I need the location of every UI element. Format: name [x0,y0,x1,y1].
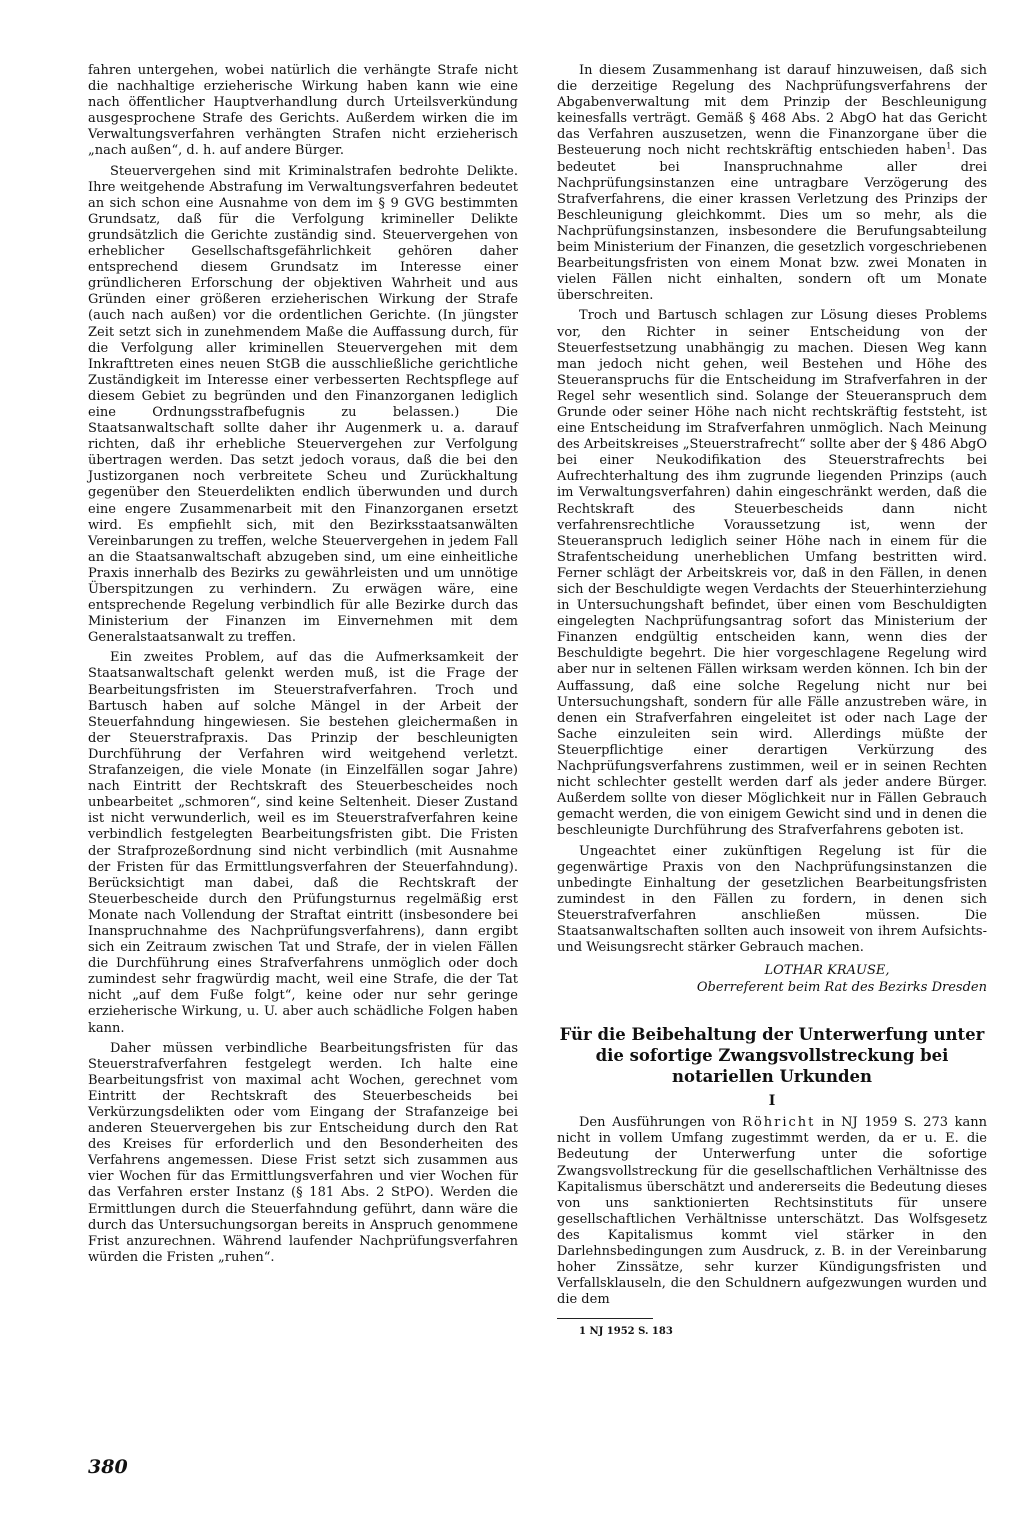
paragraph [557,63,987,304]
page-number: 380 [88,1456,128,1478]
author-name: LOTHAR KRAUSE, [764,963,890,979]
paragraph [557,1115,987,1308]
paragraph: Steuervergehen sind mit Kriminalstrafen bedrohte Delikte. Ihre weitgehende Abstrafung im Verwaltungsverfahren bedeutet an sich schon eine Ausnahme von dem im § 9 GVG bestimmten Grundsatz, daß für die Verfolgung krimineller Delikte grundsätzlich die Gerichte zuständig sind. Steuervergehen von erheblicher Gesellschaftsgefährlichkeit gehören daher entsprechend diesem Grundsatz im Interesse einer gründlicheren Erforschung der objektiven Wahrheit und aus Gründen einer größeren erzieherischen Wirkung der Strafe (auch nach außen) vor die ordentlichen Gerichte. (In jüngster Zeit setzt sich in zunehmendem Maße die Auffassung durch, für die Verfolgung aller kriminellen Steuervergehen mit dem Inkrafttreten eines neuen StGB die ausschließliche gerichtliche Zuständigkeit im Interesse einer verbesserten Rechtspflege auf diesem Gebiet zu begründen und den Finanzorganen lediglich eine Ordnungsstrafbefugnis zu belassen.) Die Staatsanwaltschaft sollte daher ihr Augenmerk u. a. darauf richten, daß ihr erhebliche Steuervergehen zur Verfolgung übertragen werden. Das setzt jedoch voraus, daß die bei den Justizorganen noch verbreitete Scheu und Zurückhaltung gegenüber den Steuerdelikten endlich überwunden und durch eine engere Zusammenarbeit mit den Finanzorganen ersetzt wird. Es empfiehlt sich, mit den Bezirksstaatsanwälten Vereinbarungen zu treffen, welche Steuervergehen in jedem Fall an die Staatsanwaltschaft abzugeben sind, um eine einheitliche Praxis innerhalb des Bezirks zu gewährleisten und um unnötige Überspitzungen zu verhindern. Zu erwägen wäre, eine entsprechende Regelung verbindlich für alle Bezirke durch das Ministerium der Finanzen im Einvernehmen mit dem Generalstaatsanwalt zu treffen. [88,163,518,646]
right-column [557,63,987,1342]
footnote: 1 NJ 1952 S. 183 [579,1326,673,1338]
paragraph: fahren untergehen, wobei natürlich die verhängte Strafe nicht die nachhaltige erzieherische Wirkung haben kann wie eine nach öffentlicher Hauptverhandlung durch Urteilsverkündung ausgesprochene Strafe des Gerichts. Außerdem wirken die im Verwaltungsverfahren verhängten Strafen nicht erzieherisch „nach außen“, d. h. auf andere Bürger. [88,63,518,159]
author-signature [557,962,987,996]
footnote-divider [557,1318,653,1319]
paragraph: Ungeachtet einer zukünftigen Regelung ist für die gegenwärtige Praxis von den Nachprüfungsinstanzen die unbedingte Einhaltung der gesetzlichen Bearbeitungsfristen zumindest in den Fällen zu fordern, in denen sich Steuerstrafverfahren anschließen müssen. Die Staatsanwaltschaften sollten auch insoweit von ihrem Aufsichts- und Weisungsrecht stärker Gebrauch machen. [557,843,987,956]
paragraph: Ein zweites Problem, auf das die Aufmerksamkeit der Staatsanwaltschaft gelenkt werden muß, ist die Frage der Bearbeitungsfristen im Steuerstrafverfahren. Troch und Bartusch haben auf solche Mängel in der Arbeit der Steuerfahndung hingewiesen. Sie bestehen gleichermaßen in der Steuerstrafpraxis. Das Prinzip der beschleunigten Durchführung der Verfahren wird weitgehend verletzt. Strafanzeigen, die viele Monate (in Einzelfällen sogar Jahre) nach Eintritt der Rechtskraft des Steuerbescheides noch unbearbeitet „schmoren“, sind keine Seltenheit. Dieser Zustand ist nicht verwunderlich, weil es im Steuerstrafverfahren keine verbindlich festgelegten Bearbeitungsfristen gibt. Die Fristen der Strafprozeßordnung sind nicht verbindlich (mit Ausnahme der Fristen für das Ermittlungsverfahren der Steuerfahndung). Berücksichtigt man dabei, daß die Rechtskraft der Steuerbescheide durch den Prüfungsturnus regelmäßig erst Monate nach Vollendung der Straftat eintritt (insbesondere bei Inanspruchnahme des Nachprüfungsverfahrens), dann ergibt sich ein Zeitraum zwischen Tat und Strafe, der in vielen Fällen die Durchführung eines Strafverfahrens unmöglich oder doch zumindest sehr fragwürdig macht, weil eine Strafe, die der Tat nicht „auf dem Fuße folgt“, keine oder nur sehr geringe erzieherische Wirkung, u. U. aber auch schädliche Folgen haben kann. [88,650,518,1036]
paragraph-text: Den Ausführungen von [579,1115,743,1131]
paragraph-text: in NJ 1959 S. 273 kann nicht in vollem Umfang zugestimmt werden, da er u. E. die Bedeutung der Unterwerfung unter die sofortige Zwangsvollstreckung für die gesellschaftlichen Verhältnisse des Kapitalismus überschätzt und andererseits die Bedeutung dieses von uns sanktionierten Rechtsinstituts für unsere gesellschaftlichen Verhältnisse unterschätzt. Das Wolfsgesetz des Kapitalismus kommt viel stärker in den Darlehnsbedingungen zum Ausdruck, z. B. in der Vereinbarung hoher Zinssätze, sehr kurzer Kündigungsfristen und Verfallsklauseln, die den Schuldnern aufgezwungen wurden und die dem [557,1115,987,1308]
footnote-marker: 1 [946,142,952,152]
paragraph-text: . Das bedeutet bei Inanspruchnahme aller drei Nachprüfungsinstanzen eine untragbare Verzögerung des Strafverfahrens, die einer krassen Verletzung des Prinzips der Beschleunigung gleichkommt. Dies um so mehr, als die Nachprüfungsinstanzen, insbesondere die Berufungsabteilung beim Ministerium der Finanzen, die gesetzlich vorgeschriebenen Bearbeitungsfristen von einem Monat bzw. zwei Monaten in vielen Fällen nicht einhalten, sondern oft um Monate überschreiten. [557,143,987,304]
paragraph: Daher müssen verbindliche Bearbeitungsfristen für das Steuerstrafverfahren festgelegt werden. Ich halte eine Bearbeitungsfrist von maximal acht Wochen, gerechnet vom Eintritt der Rechtskraft des Steuerbescheids bei Verkürzungsdelikten oder vom Eingang der Strafanzeige bei anderen Steuervergehen bis zur Entscheidung durch den Rat des Kreises für erforderlich und den Besonderheiten des Verfahrens angemessen. Diese Frist setzt sich zusammen aus vier Wochen für das Ermittlungsverfahren und vier Wochen für das Verfahren erster Instanz (§ 181 Abs. 2 StPO). Werden die Ermittlungen durch die Steuerfahndung geführt, dann wäre die durch das Untersuchungsorgan bereits in Anspruch genommene Frist anzurechnen. Während laufender Nachprüfungsverfahren würden die Fristen „ruhen“. [88,1040,518,1265]
paragraph: Troch und Bartusch schlagen zur Lösung dieses Problems vor, den Richter in seiner Entscheidung von der Steuerfestsetzung unabhängig zu machen. Diesen Weg kann man jedoch nicht gehen, weil Bestehen und Höhe des Steueranspruchs für die Entscheidung im Strafverfahren in der Regel sehr wesentlich sind. Solange der Steueranspruch dem Grunde oder seiner Höhe nach nicht rechtskräftig feststeht, ist eine Entscheidung im Strafverfahren unmöglich. Nach Meinung des Arbeitskreises „Steuerstrafrecht“ sollte aber der § 486 AbgO bei einer Neukodifikation des Steuerstrafrechts bei Aufrechterhaltung des ihm zugrunde liegenden Prinzips (auch im Verwaltungsverfahren) dahin eingeschränkt werden, daß die Rechtskraft des Steuerbescheids dann nicht verfahrensrechtliche Voraussetzung ist, wenn der Steueranspruch lediglich seiner Höhe nach in einem für die Strafentscheidung unerheblichen Umfang bestritten wird. Ferner schlägt der Arbeitskreis vor, daß in den Fällen, in denen sich der Beschuldigte wegen Verdachts der Steuerhinterziehung in Untersuchungshaft befindet, über einen vom Beschuldigten eingelegten Nachprüfungsantrag sofort das Ministerium der Finanzen endgültig entscheiden kann, wenn dies der Beschuldigte begehrt. Die hier vorgeschlagene Regelung wird aber nur in seltenen Fällen wirksam werden können. Ich bin der Auffassung, daß eine solche Regelung nicht nur bei Untersuchungshaft, sondern für alle Fälle anzustreben wäre, in denen ein Strafverfahren eingeleitet ist oder nach Lage der Sache einzuleiten sein wird. Allerdings müßte der Steuerpflichtige einer derartigen Verkürzung des Nachprüfungsverfahrens zustimmen, weil er in seinen Rechten nicht schlechter gestellt werden darf als jeder andere Bürger. Außerdem sollte von dieser Möglichkeit nur in Fällen Gebrauch gemacht werden, die von einigem Gewicht sind und in denen die beschleunigte Durchführung des Strafverfahrens geboten ist. [557,308,987,839]
paragraph-text: In diesem Zusammenhang ist darauf hinzuweisen, daß sich die derzeitige Regelung des Nachprüfungsverfahrens der Abgabenverwaltung mit dem Prinzip der Beschleunigung keinesfalls verträgt. Gemäß § 468 Abs. 2 AbgO hat das Gericht das Verfahren auszusetzen, wenn die Finanzorgane über die Besteuerung noch nicht rechtskräftig entschieden haben [557,63,987,159]
article-title: Für die Beibehaltung der Unterwerfung unter die sofortige Zwangsvollstreckung bei notariellen Urkunden [559,1025,985,1087]
cited-author: Röhricht [742,1115,816,1131]
author-title: Oberreferent beim Rat des Bezirks Dresden [696,980,987,996]
left-column [88,63,518,1270]
section-number: I [768,1093,776,1110]
